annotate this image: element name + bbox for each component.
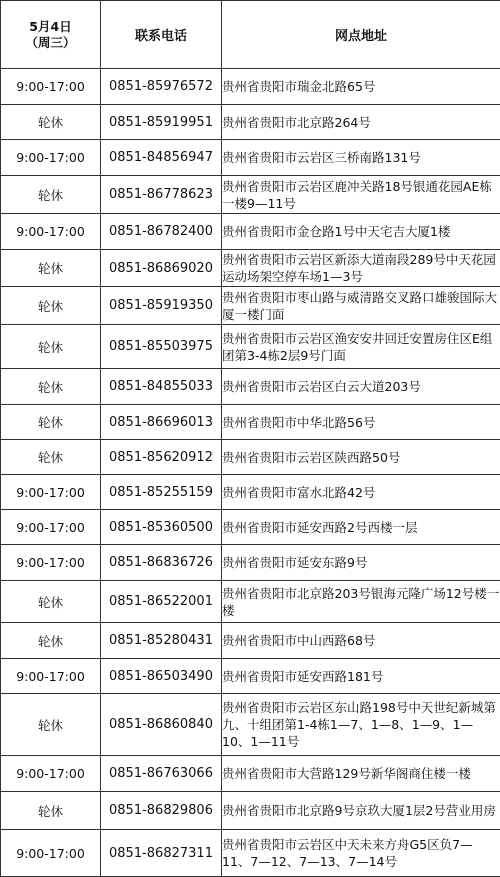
phone-cell: 0851-85360500	[101, 510, 222, 545]
phone-cell: 0851-86827311	[101, 830, 222, 877]
table-row	[1, 581, 500, 623]
address-cell: 贵州省贵阳市云岩区陕西路50号	[222, 440, 500, 475]
table-row	[1, 140, 500, 176]
phone-cell: 0851-86836726	[101, 545, 222, 581]
table-row	[1, 510, 500, 545]
table-row	[1, 287, 500, 325]
address-cell: 贵州省贵阳市北京路203号银海元隆广场12号楼一楼	[222, 581, 500, 623]
hours-cell: 9:00-17:00	[1, 659, 101, 694]
table-row	[1, 176, 500, 214]
hours-cell: 9:00-17:00	[1, 830, 101, 877]
address-cell: 贵州省贵阳市云岩区中天未来方舟G5区负7—11、7—12、7—13、7—14号	[222, 830, 500, 877]
table-row	[1, 369, 500, 405]
hours-cell: 9:00-17:00	[1, 510, 101, 545]
table-row	[1, 440, 500, 475]
address-cell: 贵州省贵阳市北京路9号京玖大厦1层2号营业用房	[222, 792, 500, 830]
table-row	[1, 545, 500, 581]
hours-cell: 轮休	[1, 792, 101, 830]
phone-cell: 0851-85503975	[101, 325, 222, 369]
phone-cell: 0851-86763066	[101, 756, 222, 792]
table-row	[1, 792, 500, 830]
address-cell: 贵州省贵阳市瑞金北路65号	[222, 69, 500, 105]
table-row	[1, 250, 500, 287]
hours-cell: 轮休	[1, 287, 101, 325]
table-row	[1, 214, 500, 250]
hours-cell: 轮休	[1, 440, 101, 475]
phone-header: 联系电话	[101, 1, 222, 69]
address-cell: 贵州省贵阳市延安东路9号	[222, 545, 500, 581]
header-row	[1, 1, 500, 69]
phone-cell: 0851-85620912	[101, 440, 222, 475]
table-row	[1, 69, 500, 105]
phone-cell: 0851-85919350	[101, 287, 222, 325]
phone-cell: 0851-86522001	[101, 581, 222, 623]
table-row	[1, 325, 500, 369]
table-row	[1, 694, 500, 756]
address-cell: 贵州省贵阳市中华北路56号	[222, 405, 500, 440]
date-header-line2: （周三）	[1, 35, 100, 51]
date-header-line1: 5月4日	[1, 19, 100, 35]
hours-cell: 9:00-17:00	[1, 475, 101, 510]
hours-cell: 9:00-17:00	[1, 756, 101, 792]
table-row	[1, 659, 500, 694]
hours-cell: 9:00-17:00	[1, 214, 101, 250]
phone-cell: 0851-86782400	[101, 214, 222, 250]
address-cell: 贵州省贵阳市枣山路与威清路交叉路口雄骏国际大厦一楼门面	[222, 287, 500, 325]
phone-cell: 0851-86860840	[101, 694, 222, 756]
address-cell: 贵州省贵阳市延安西路181号	[222, 659, 500, 694]
address-cell: 贵州省贵阳市云岩区鹿冲关路18号银通花园AE栋一楼9—11号	[222, 176, 500, 214]
phone-cell: 0851-84856947	[101, 140, 222, 176]
address-cell: 贵州省贵阳市中山西路68号	[222, 623, 500, 659]
address-cell: 贵州省贵阳市云岩区渔安安井回迁安置房住区E组团第3-4栋2层9号门面	[222, 325, 500, 369]
address-cell: 贵州省贵阳市云岩区白云大道203号	[222, 369, 500, 405]
hours-cell: 轮休	[1, 694, 101, 756]
date-header	[1, 1, 101, 69]
address-cell: 贵州省贵阳市云岩区三桥南路131号	[222, 140, 500, 176]
address-cell: 贵州省贵阳市大营路129号新华阁商住楼一楼	[222, 756, 500, 792]
hours-cell: 轮休	[1, 105, 101, 140]
address-cell: 贵州省贵阳市富水北路42号	[222, 475, 500, 510]
phone-cell: 0851-85976572	[101, 69, 222, 105]
address-cell: 贵州省贵阳市云岩区东山路198号中天世纪新城第九、十组团第1-4栋1—7、1—8、1—9、1—10、1—11号	[222, 694, 500, 756]
hours-cell: 轮休	[1, 250, 101, 287]
table-row	[1, 105, 500, 140]
address-header: 网点地址	[222, 1, 500, 69]
phone-cell: 0851-86778623	[101, 176, 222, 214]
phone-cell: 0851-84855033	[101, 369, 222, 405]
hours-cell: 轮休	[1, 325, 101, 369]
table-row	[1, 623, 500, 659]
address-cell: 贵州省贵阳市金仓路1号中天宅吉大厦1楼	[222, 214, 500, 250]
hours-cell: 轮休	[1, 405, 101, 440]
table-row	[1, 830, 500, 877]
hours-cell: 9:00-17:00	[1, 545, 101, 581]
address-cell: 贵州省贵阳市延安西路2号西楼一层	[222, 510, 500, 545]
hours-cell: 轮休	[1, 623, 101, 659]
table-row	[1, 475, 500, 510]
table-row	[1, 405, 500, 440]
phone-cell: 0851-86829806	[101, 792, 222, 830]
phone-cell: 0851-85255159	[101, 475, 222, 510]
hours-cell: 轮休	[1, 581, 101, 623]
table-row	[1, 756, 500, 792]
hours-cell: 9:00-17:00	[1, 140, 101, 176]
address-cell: 贵州省贵阳市北京路264号	[222, 105, 500, 140]
phone-cell: 0851-85280431	[101, 623, 222, 659]
phone-cell: 0851-85919951	[101, 105, 222, 140]
phone-cell: 0851-86503490	[101, 659, 222, 694]
phone-cell: 0851-86696013	[101, 405, 222, 440]
hours-cell: 轮休	[1, 176, 101, 214]
hours-cell: 9:00-17:00	[1, 69, 101, 105]
phone-cell: 0851-86869020	[101, 250, 222, 287]
address-cell: 贵州省贵阳市云岩区新添大道南段289号中天花园运动场架空停车场1—3号	[222, 250, 500, 287]
hours-cell: 轮休	[1, 369, 101, 405]
